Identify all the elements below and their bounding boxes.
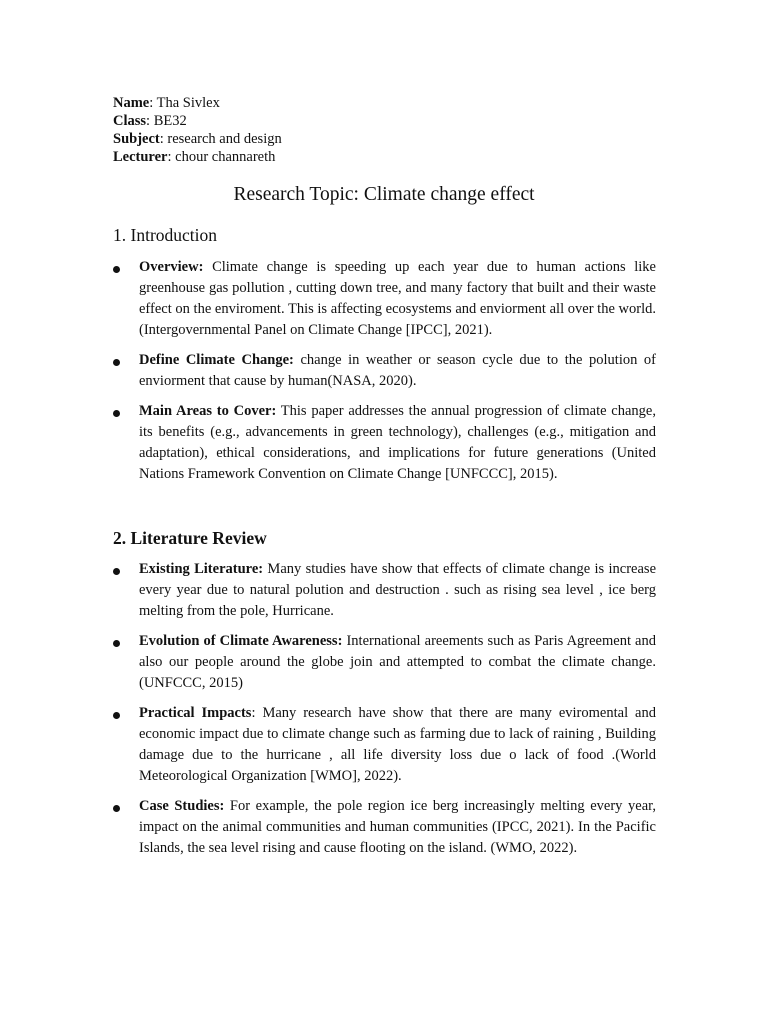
class-row — [113, 112, 513, 130]
bullet-icon — [113, 266, 120, 273]
item-text: : Many research have show that there are many eviromental and economic impact due to climate change such as farming due to lack of raining , Building damage due to the hurricane , all life diversity loss due o lack of food .(World Meteorological Organization [WMO], 2022). — [139, 705, 656, 784]
item-term: Define Climate Change: — [139, 352, 294, 368]
document-title: Research Topic: Climate change effect — [233, 184, 535, 205]
list-item — [113, 350, 656, 392]
list-item — [113, 257, 656, 341]
item-text: For example, the pole region ice berg increasingly melting every year, impact on the animal communities and human communities (IPCC, 2021). In the Pacific Islands, the sea level rising and cause flooting on the island. (WMO, 2022). — [139, 798, 656, 856]
subject-label: Subject — [113, 131, 160, 147]
item-term: Case Studies: — [139, 798, 225, 814]
bullet-icon — [113, 359, 120, 366]
document-header — [113, 94, 513, 166]
name-row — [113, 94, 513, 112]
bullet-icon — [113, 712, 120, 719]
item-term: Evolution of Climate Awareness: — [139, 633, 343, 649]
bullet-icon — [113, 568, 120, 575]
item-term: Main Areas to Cover: — [139, 403, 277, 419]
item-text: International areements such as Paris Agreement and also our people around the globe join and attempted to combat the climate change. (UNFCCC, 2015) — [139, 633, 656, 691]
name-value: : Tha Sivlex — [149, 95, 220, 111]
item-text: Many studies have show that effects of climate change is increase every year due to natural polution and destruction . such as rising sea level , ice berg melting from the pole, Hurricane. — [139, 561, 656, 619]
class-value: : BE32 — [146, 113, 187, 129]
list-item — [113, 796, 656, 859]
name-label: Name — [113, 95, 150, 111]
bullet-icon — [113, 410, 120, 417]
lecturer-row — [113, 148, 513, 166]
bullet-icon — [113, 805, 120, 812]
list-item — [113, 631, 656, 694]
subject-row — [113, 130, 513, 148]
list-item — [113, 703, 656, 787]
bullet-icon — [113, 640, 120, 647]
item-term: Practical Impacts — [139, 705, 252, 721]
section-heading-introduction: 1. Introduction — [113, 225, 218, 245]
literature-review-list — [113, 559, 656, 868]
class-label: Class — [113, 113, 147, 129]
list-item — [113, 559, 656, 622]
item-term: Overview: — [139, 259, 204, 275]
introduction-list — [113, 257, 656, 494]
item-text: change in weather or season cycle due to the polution of enviorment that cause by human(NASA, 2020). — [139, 352, 656, 389]
lecturer-label: Lecturer — [113, 149, 168, 165]
item-term: Existing Literature: — [139, 561, 264, 577]
list-item — [113, 401, 656, 485]
section-heading-literature-review: 2. Literature Review — [113, 528, 267, 548]
item-text: Climate change is speeding up each year due to human actions like greenhouse gas pollution , cutting down tree, and many factory that built and their waste effect on the enviroment. This is affecting ecosystems and enviorment all over the world. (Intergovernmental Panel on Climate Change [IPCC], 2021). — [139, 259, 656, 338]
lecturer-value: : chour channareth — [167, 149, 276, 165]
subject-value: : research and design — [159, 131, 282, 147]
item-text: This paper addresses the annual progression of climate change, its benefits (e.g., advancements in green technology), challenges (e.g., mitigation and adaptation), ethical considerations, and implications for future generations (United Nations Framework Convention on Climate Change [UNFCCC], 2015). — [139, 403, 656, 482]
